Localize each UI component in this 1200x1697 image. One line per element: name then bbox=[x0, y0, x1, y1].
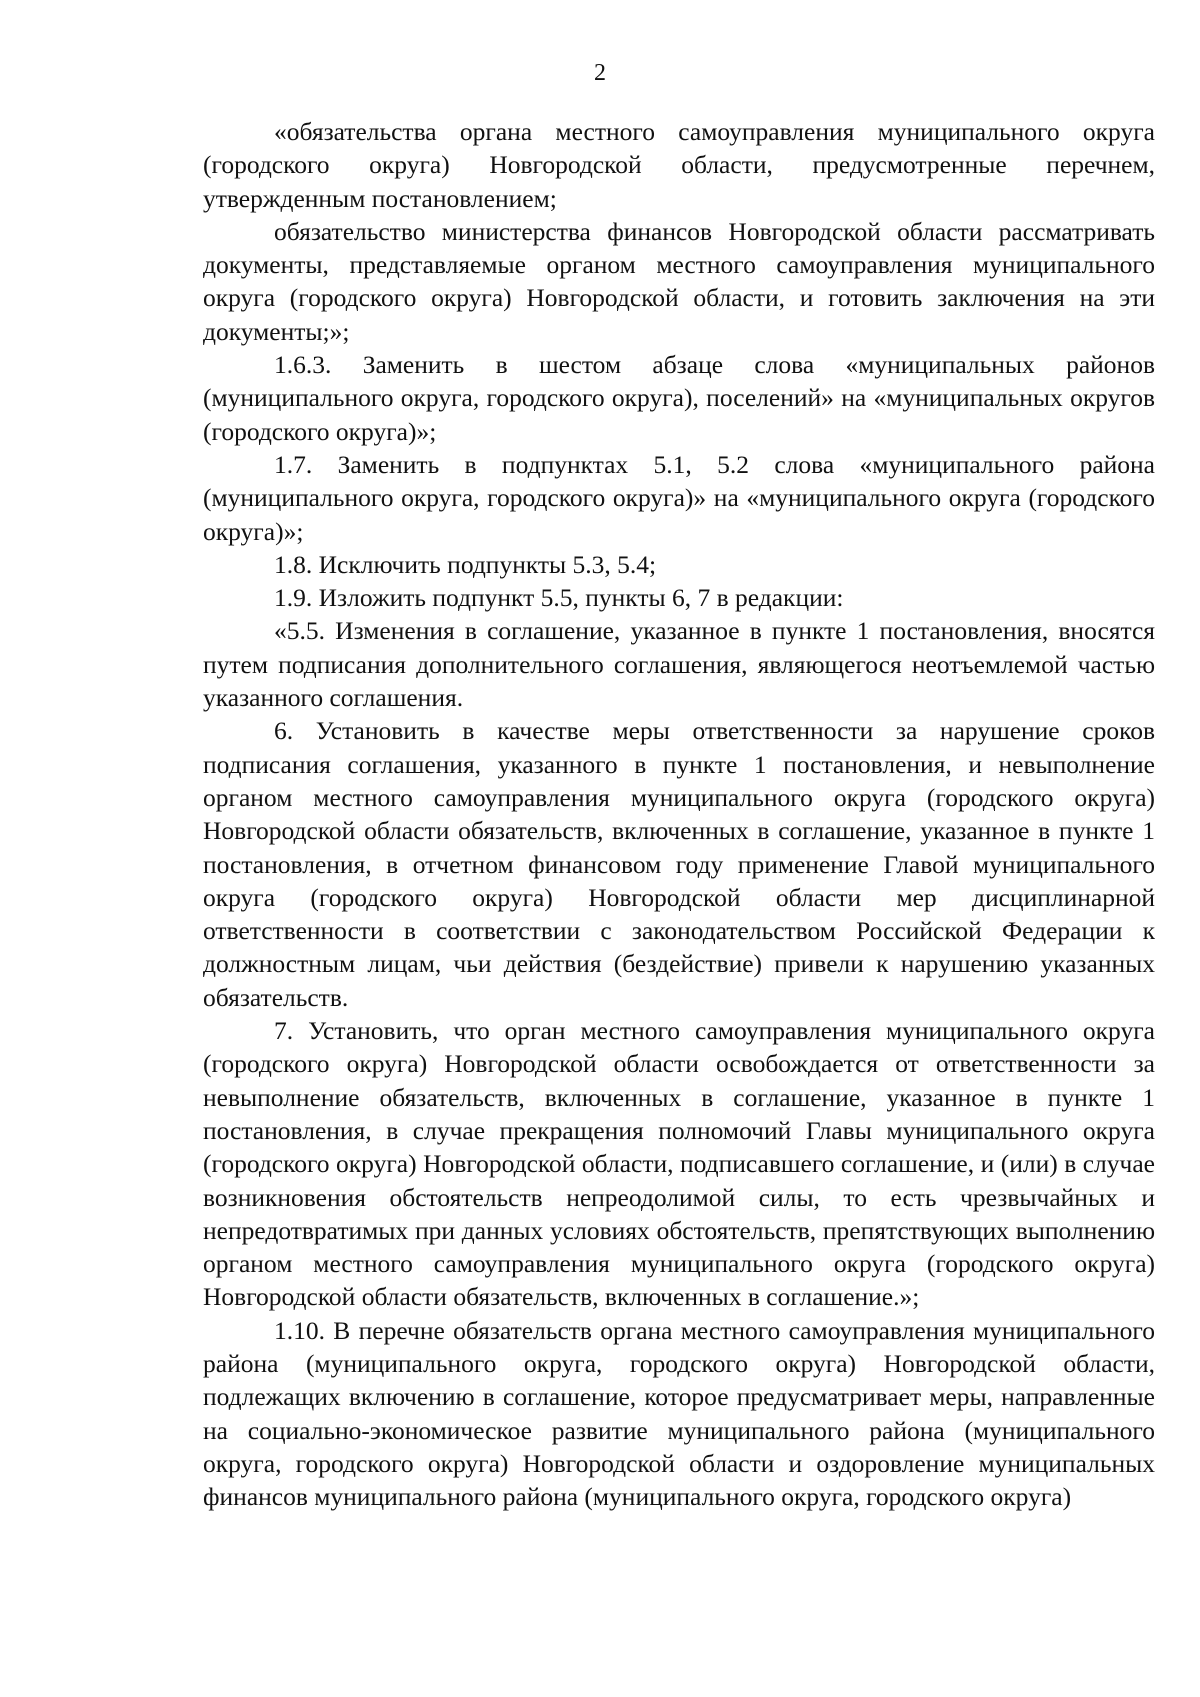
paragraph-item-1-9: 1.9. Изложить подпункт 5.5, пункты 6, 7 в редакции: bbox=[274, 583, 844, 613]
document-body bbox=[203, 115, 1155, 1513]
paragraph-item-7: 7. Установить, что орган местного самоуправления муниципального округа (городского округа) Новгородской области освобождается от ответственности за невыполнение обязательств, включенных в соглашение, указанное в пункте 1 постановления, в случае прекращения полномочий Главы муниципального округа (городского округа) Новгородской области, подписавшего соглашение, и (или) в случае возникновения обстоятельств непреодолимой силы, то есть чрезвычайных и непредотвратимых при данных условиях обстоятельств, препятствующих выполнению органом местного самоуправления муниципального округа (городского округа) Новгородской области обязательств, включенных в соглашение.»; bbox=[203, 1016, 1155, 1312]
paragraph-obligation-finance-ministry: обязательство министерства финансов Новгородской области рассматривать документы, представляемые органом местного самоуправления муниципального округа (городского округа) Новгородской области, и готовить заключения на эти документы;»; bbox=[203, 216, 1155, 346]
paragraph-item-1-10: 1.10. В перечне обязательств органа местного самоуправления муниципального района (муниципального округа, городского округа) Новгородской области, подлежащих включению в соглашение, которое предусматривает меры, направленные на социально-экономическое развитие муниципального района (муниципального округа, городского округа) Новгородской области и оздоровление муниципальных финансов муниципального района (муниципального округа, городского округа) bbox=[203, 1315, 1155, 1512]
paragraph-item-5-5: «5.5. Изменения в соглашение, указанное в пункте 1 постановления, вносятся путем подписания дополнительного соглашения, являющегося неотъемлемой частью указанного соглашения. bbox=[203, 616, 1155, 713]
paragraph-item-6: 6. Установить в качестве меры ответственности за нарушение сроков подписания соглашения, указанного в пункте 1 постановления, и невыполнение органом местного самоуправления муниципального округа (городского округа) Новгородской области обязательств, включенных в соглашение, указанное в пункте 1 постановления, в отчетном финансовом году применение Главой муниципального округа (городского округа) Новгородской области мер дисциплинарной ответственности в соответствии с законодательством Российской Федерации к должностным лицам, чьи действия (бездействие) привели к нарушению указанных обязательств. bbox=[203, 716, 1155, 1012]
paragraph-obligations-local-authority: «обязательства органа местного самоуправления муниципального округа (городского округа) Новгородской области, предусмотренные перечнем, утвержденным постановлением; bbox=[203, 117, 1155, 213]
page-number: 2 bbox=[594, 60, 606, 86]
paragraph-item-1-6-3: 1.6.3. Заменить в шестом абзаце слова «муниципальных районов (муниципального округа, городского округа), поселений» на «муниципальных округов (городского округа)»; bbox=[203, 350, 1155, 446]
paragraph-item-1-8: 1.8. Исключить подпункты 5.3, 5.4; bbox=[274, 549, 657, 579]
paragraph-item-1-7: 1.7. Заменить в подпунктах 5.1, 5.2 слова «муниципального района (муниципального округа, городского округа)» на «муниципального округа (городского округа)»; bbox=[203, 449, 1155, 546]
